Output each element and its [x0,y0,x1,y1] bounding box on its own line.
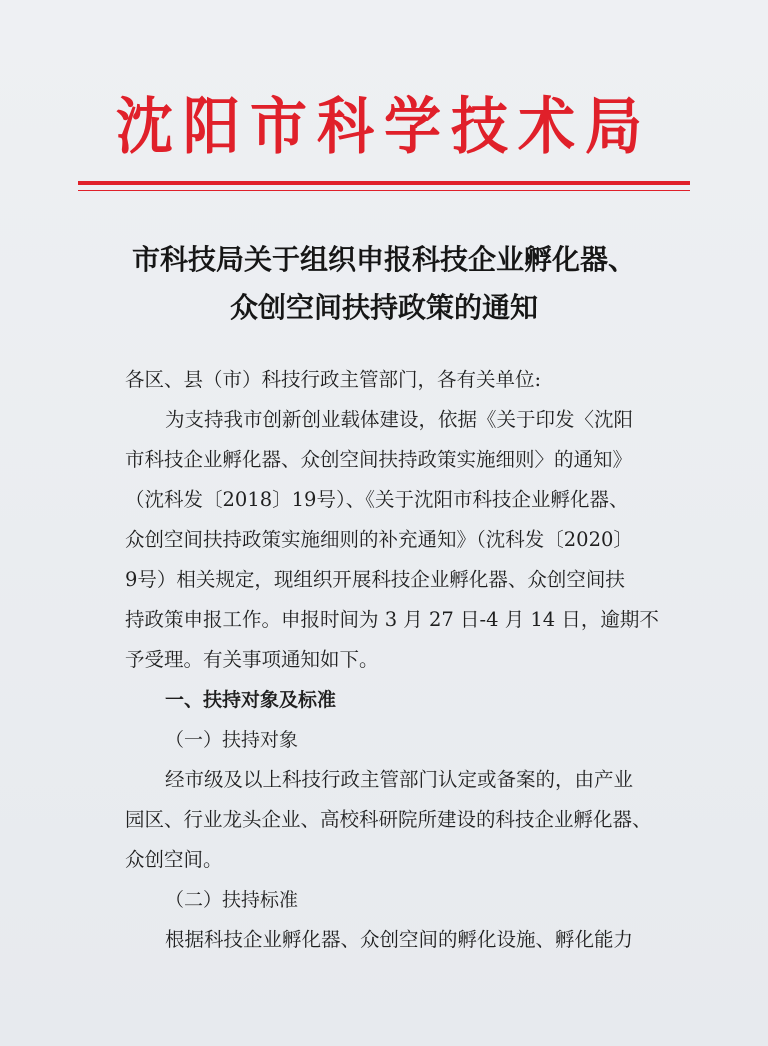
para2-line: 园区、行业龙头企业、高校科研院所建设的科技企业孵化器、 [125,808,652,831]
para1-line: 持政策申报工作。申报时间为 3 月 27 日-4 月 14 日，逾期不 [125,608,659,631]
subsection1-heading: （一）扶持对象 [165,729,299,751]
para2-line: 经市级及以上科技行政主管部门认定或备案的，由产业 [165,768,634,791]
salutation: 各区、县（市）科技行政主管部门，各有关单位: [125,368,542,391]
para1-line: 予受理。有关事项通知如下。 [125,648,379,671]
agency-letterhead: 沈阳市科学技术局 [116,90,652,163]
para1-line: 为支持我市创新创业载体建设，依据《关于印发〈沈阳 [165,408,634,431]
para1-line: 众创空间扶持政策实施细则的补充通知》（沈科发〔2020〕 [125,528,633,551]
letterhead-rule-thick [78,181,690,185]
para1-line: 市科技企业孵化器、众创空间扶持政策实施细则〉的通知》 [125,448,633,471]
para1-line: （沈科发〔2018〕19号）、《关于沈阳市科技企业孵化器、 [125,488,629,511]
para3-line: 根据科技企业孵化器、众创空间的孵化设施、孵化能力 [165,928,634,951]
para2-line: 众创空间。 [125,848,223,871]
subsection2-heading: （二）扶持标准 [165,889,299,911]
document-title-line-1: 市科技局关于组织申报科技企业孵化器、 [131,243,636,276]
letterhead-rule-thin [78,190,690,191]
document-title [0,236,768,332]
para1-line: 9号）相关规定，现组织开展科技企业孵化器、众创空间扶 [125,568,625,591]
section1-heading: 一、扶持对象及标准 [165,689,337,711]
document-title-line-2: 众创空间扶持政策的通知 [229,291,538,324]
